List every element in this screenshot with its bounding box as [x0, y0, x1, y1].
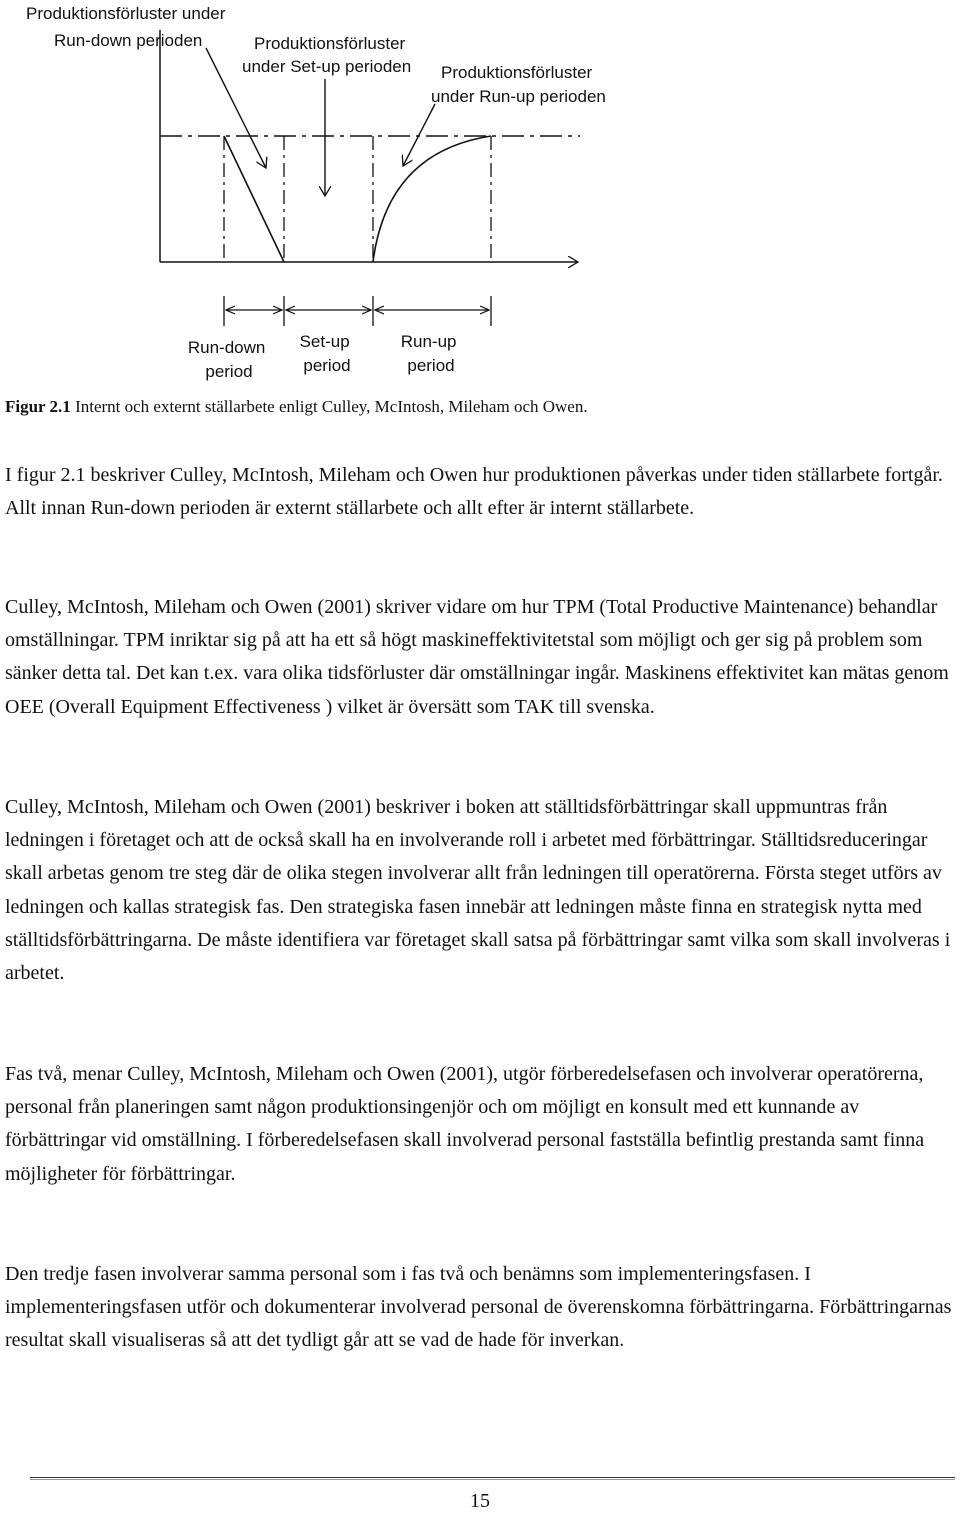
rundown-period-label: Run-down period: [187, 338, 266, 381]
paragraph-5: Den tredje fasen involverar samma personal som i fas två och benämns som implementeringsfasen. I implementeringsfasen utför och dokumenterar involverad personal de överenskomna förbättringarna. Förbättringarnas resultat skall visualiseras så att det tydligt går att se vad de hade för inverkan.: [5, 1263, 952, 1352]
page-number: 15: [470, 1490, 490, 1512]
figure-caption: [5, 397, 588, 417]
figure-number: Figur 2.1: [5, 397, 71, 416]
runup-losses-label: Produktionsförluster under Run-up perioden: [431, 63, 606, 106]
footer-rule: [30, 1477, 955, 1478]
runup-recovery-curve: [373, 136, 491, 262]
paragraph-4: Fas två, menar Culley, McIntosh, Mileham och Owen (2001), utgör förberedelsefasen och involverar operatörerna, personal från planeringen samt någon produktionsingenjör och om möjligt en konsult med ett kunnande av förbättringar vid omställning. I förberedelsefasen skall involverad personal fastställa befintlig prestanda samt finna möjligheter för förbättringar.: [5, 1063, 925, 1185]
paragraph-2: Culley, McIntosh, Mileham och Owen (2001) skriver vidare om hur TPM (Total Productive Maintenance) behandlar omställningar. TPM inriktar sig på att ha ett så högt maskineffektivitetstal som möjligt och ger sig på problem som sänker detta tal. Det kan t.ex. vara olika tidsförluster där omställningar ingår. Maskinens effektivitet kan mätas genom OEE (Overall Equipment Effectiveness ) vilket är översätt som TAK till svenska.: [5, 596, 949, 718]
runup-period-label: Run-up period: [400, 332, 457, 375]
setup-losses-label: Produktionsförluster under Set-up perioden: [242, 34, 412, 76]
rundown-losses-label: Produktionsförluster under Run-down perioden: [26, 4, 226, 50]
runup-pointer-arrow: [403, 104, 435, 166]
figure-caption-text: Internt och externt ställarbete enligt Culley, McIntosh, Mileham och Owen.: [70, 397, 588, 416]
rundown-decline-line: [224, 136, 284, 262]
footer-rule-secondary: [30, 1479, 955, 1480]
setup-period-label: Set-up period: [299, 332, 351, 375]
production-loss-diagram: [0, 0, 960, 390]
paragraph-1: I figur 2.1 beskriver Culley, McIntosh, Mileham och Owen hur produktionen påverkas under tiden ställarbete fortgår. Allt innan Run-down perioden är externt ställarbete och allt efter är internt ställarbete.: [5, 464, 943, 520]
paragraph-3: Culley, McIntosh, Mileham och Owen (2001) beskriver i boken att ställtidsförbättringar skall uppmuntras från ledningen i företaget och att de också skall ha en involverande roll i arbetet med förbättringar. Ställtidsreduceringar skall arbetas genom tre steg där de olika stegen involverar allt från ledningen till operatörerna. Första steget utförs av ledningen och kallas strategisk fas. Den strategiska fasen innebär att ledningen måste finna en strategisk nytta med ställtidsförbättringarna. De måste identifiera var företaget skall satsa på förbättringar samt vilka som skall involveras i arbetet.: [5, 796, 951, 985]
